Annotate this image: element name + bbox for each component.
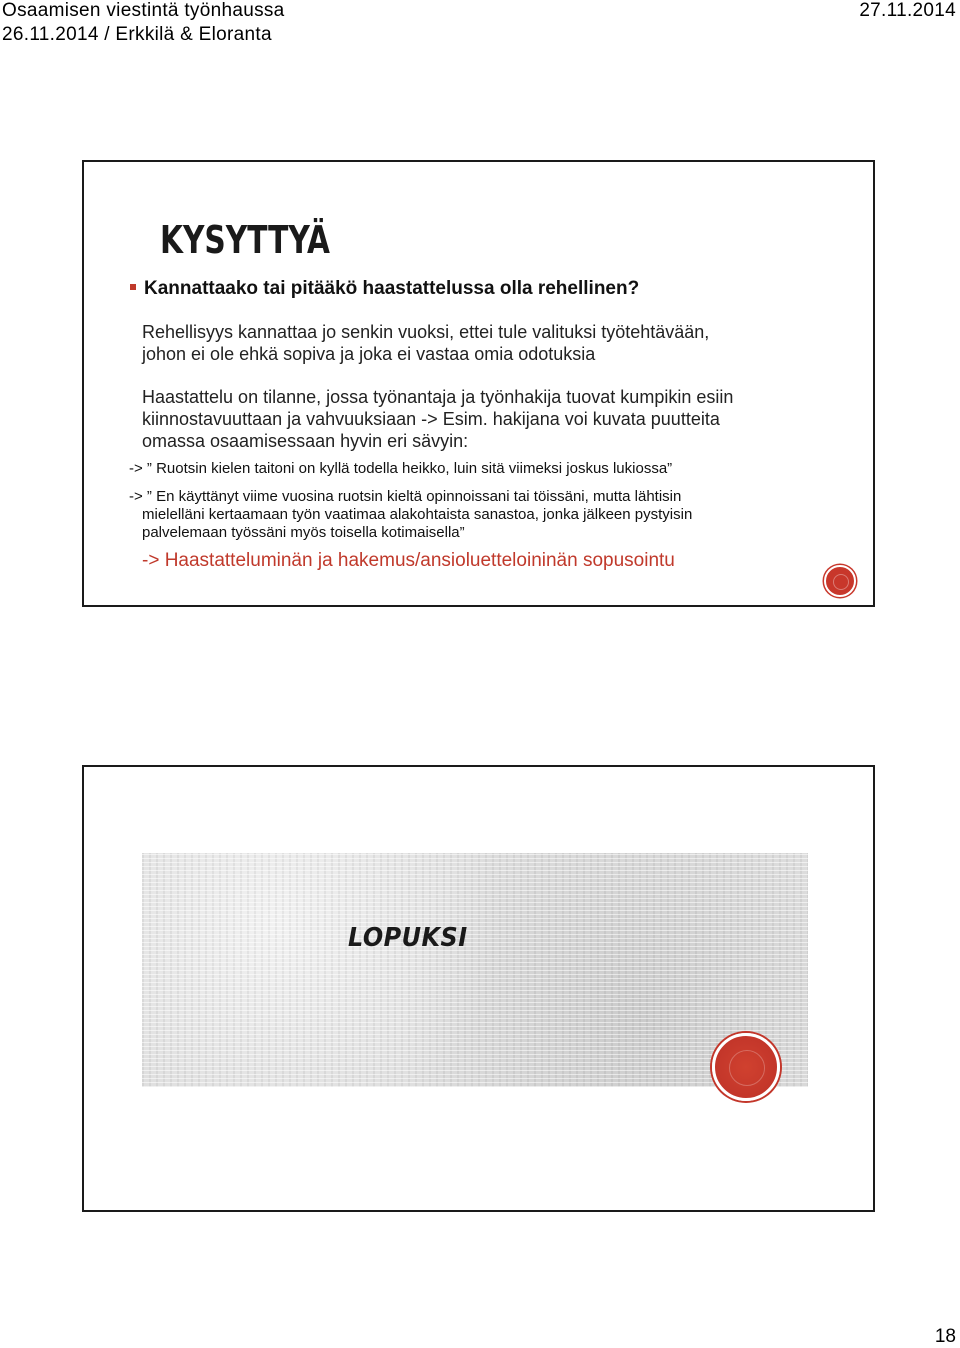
example-quote-positive — [129, 488, 692, 542]
slide-title: LOPUKSI — [348, 923, 468, 953]
square-bullet-icon — [130, 284, 136, 290]
quote-line: mielelläni kertaamaan työn vaatimaa alakohtaista sanastoa, jonka jälkeen pystyisin — [142, 506, 693, 523]
decorative-circle-icon — [824, 565, 856, 597]
paragraph-line: johon ei ole ehkä sopiva ja joka ei vastaa omia odotuksia — [142, 344, 596, 364]
quote-line: -> ” En käyttänyt viime vuosina ruotsin kieltä opinnoissani tai töissäni, mutta lähtisin — [129, 488, 682, 505]
closing-statement: -> Haastatteluminän ja hakemus/ansioluetteloininän sopusointu — [142, 550, 675, 571]
paragraph-honesty — [142, 321, 709, 365]
page-number: 18 — [934, 1326, 956, 1347]
question-text: Kannattaako tai pitääkö haastattelussa olla rehellinen? — [144, 278, 640, 299]
paragraph-line: Haastattelu on tilanne, jossa työnantaja ja työnhakija tuovat kumpikin esiin — [142, 387, 734, 407]
slide-title: KYSYTTYÄ — [160, 218, 330, 262]
slide-lopuksi — [82, 765, 875, 1212]
paragraph-line: kiinnostavuuttaan ja vahvuuksiaan -> Esim. hakijana voi kuvata puutteita — [142, 409, 720, 429]
example-quote-weak: -> ” Ruotsin kielen taitoni on kyllä todella heikko, luin sitä viimeksi joskus lukiossa” — [129, 460, 673, 477]
bullet-question — [130, 278, 639, 300]
course-title: Osaamisen viestintä työnhaussa — [2, 0, 285, 21]
grunge-texture-banner — [142, 853, 808, 1087]
paragraph-line: Rehellisyys kannattaa jo senkin vuoksi, ettei tule valituksi työtehtävään, — [142, 322, 710, 342]
decorative-circle-icon — [712, 1033, 780, 1101]
slide-kysyttya — [82, 160, 875, 607]
date-authors: 26.11.2014 / Erkkilä & Eloranta — [2, 24, 272, 45]
print-date: 27.11.2014 — [859, 0, 956, 21]
paragraph-interview — [142, 386, 733, 452]
paragraph-line: omassa osaamisessaan hyvin eri sävyin: — [142, 431, 469, 451]
quote-line: palvelemaan työssäni myös toisella kotimaisella” — [142, 524, 465, 541]
